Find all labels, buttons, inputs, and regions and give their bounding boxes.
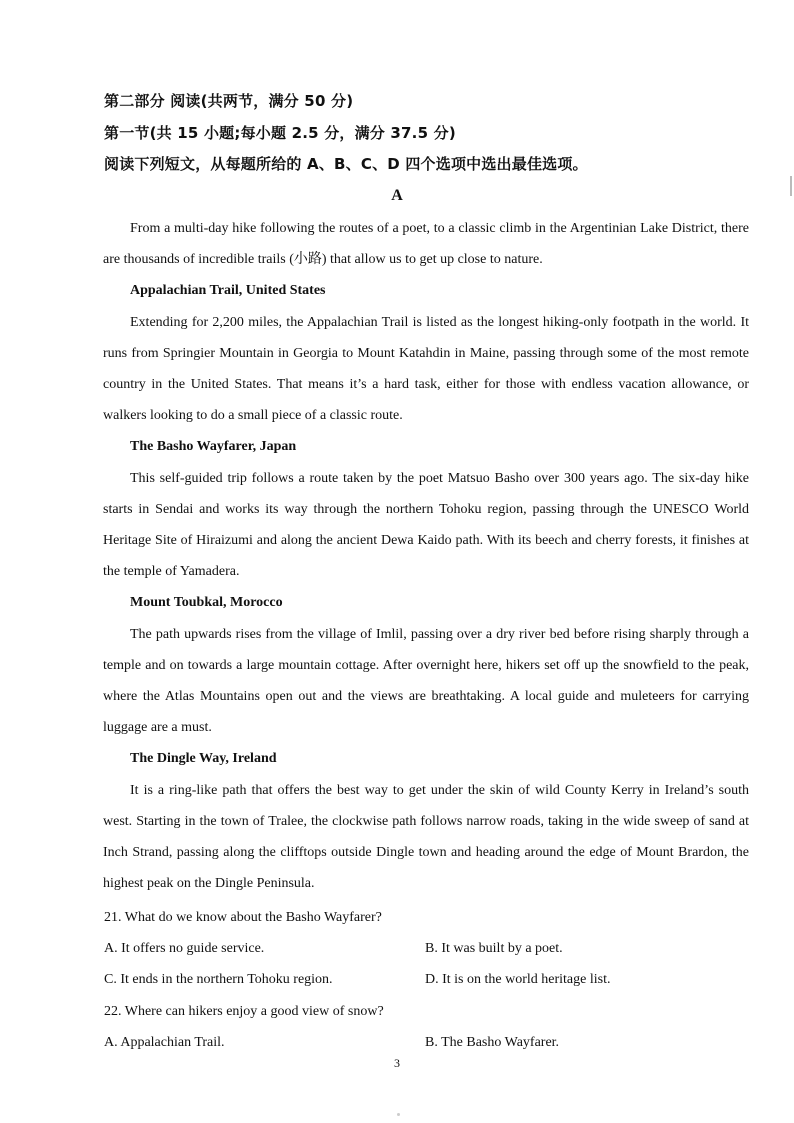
answer-option: B. It was built by a poet. — [425, 941, 563, 957]
answer-option: B. The Basho Wayfarer. — [425, 1034, 560, 1050]
instructions: 阅读下列短文，从每题所给的 A、B、C、D 四个选项中选出最佳选项。 — [104, 155, 588, 173]
option-row — [104, 964, 750, 995]
passage-letter: A — [391, 187, 403, 204]
trail-heading: Appalachian Trail, United States — [130, 283, 326, 299]
question-stem: 21. What do we know about the Basho Wayfarer? — [104, 910, 382, 925]
scan-dot — [397, 1113, 400, 1116]
trail-description: It is a ring-like path that offers the best way to get under the skin of wild County Kerry in Ireland’s south west. Starting in the town of Tralee, the clockwise path follows narrow roads, taking in the wide sweep of sand at Inch Strand, passing along the clifftops outside Dingle town and heading around the edge of Mount Brardon, the highest peak on the Dingle Peninsula. — [103, 782, 749, 892]
trail-heading: Mount Toubkal, Morocco — [130, 595, 283, 611]
scan-edge-mark — [790, 176, 792, 196]
trail-description: This self-guided trip follows a route taken by the poet Matsuo Basho over 300 years ago. The six-day hike starts in Sendai and works its way through the northern Tohoku region, passing through the UNESCO World Heritage Site of Hiraizumi and along the ancient Dewa Kaido path. With its beech and cherry forests, it finishes at the temple of Yamadera. — [103, 470, 749, 580]
option-row — [104, 933, 750, 964]
page-number: 3 — [394, 1056, 400, 1070]
option-row — [104, 1027, 750, 1058]
question-list — [104, 902, 750, 1058]
trail-description: Extending for 2,200 miles, the Appalachian Trail is listed as the longest hiking-only footpath in the world. It runs from Springier Mountain in Georgia to Mount Katahdin in Maine, passing through some of the most remote country in the United States. That means it’s a hard task, either for those with endless vacation allowance, or walkers looking to do a small piece of a classic route. — [103, 314, 749, 424]
trail-heading: The Basho Wayfarer, Japan — [130, 439, 297, 455]
part-title: 第二部分 阅读(共两节，满分 50 分) — [104, 92, 354, 110]
question-stem: 22. Where can hikers enjoy a good view of snow? — [104, 1003, 384, 1019]
passage-intro: From a multi-day hike following the routes of a poet, to a classic climb in the Argentinian Lake District, there are thousands of incredible trails (小路) that allow us to get up close to nature. — [103, 221, 749, 268]
reading-passage — [103, 213, 749, 899]
section-title: 第一节(共 15 小题;每小题 2.5 分，满分 37.5 分) — [104, 124, 456, 142]
answer-option: C. It ends in the northern Tohoku region. — [104, 972, 333, 988]
trail-heading: The Dingle Way, Ireland — [130, 751, 277, 767]
answer-option: A. It offers no guide service. — [104, 941, 265, 957]
answer-option: A. Appalachian Trail. — [104, 1034, 225, 1050]
trail-description: The path upwards rises from the village of Imlil, passing over a dry river bed before rising sharply through a temple and on towards a large mountain cottage. After overnight here, hikers set off up the snowfield to the peak, where the Atlas Mountains open out and the views are breathtaking. A local guide and muleteers for carrying luggage are a must. — [103, 626, 749, 736]
answer-option: D. It is on the world heritage list. — [425, 972, 611, 988]
